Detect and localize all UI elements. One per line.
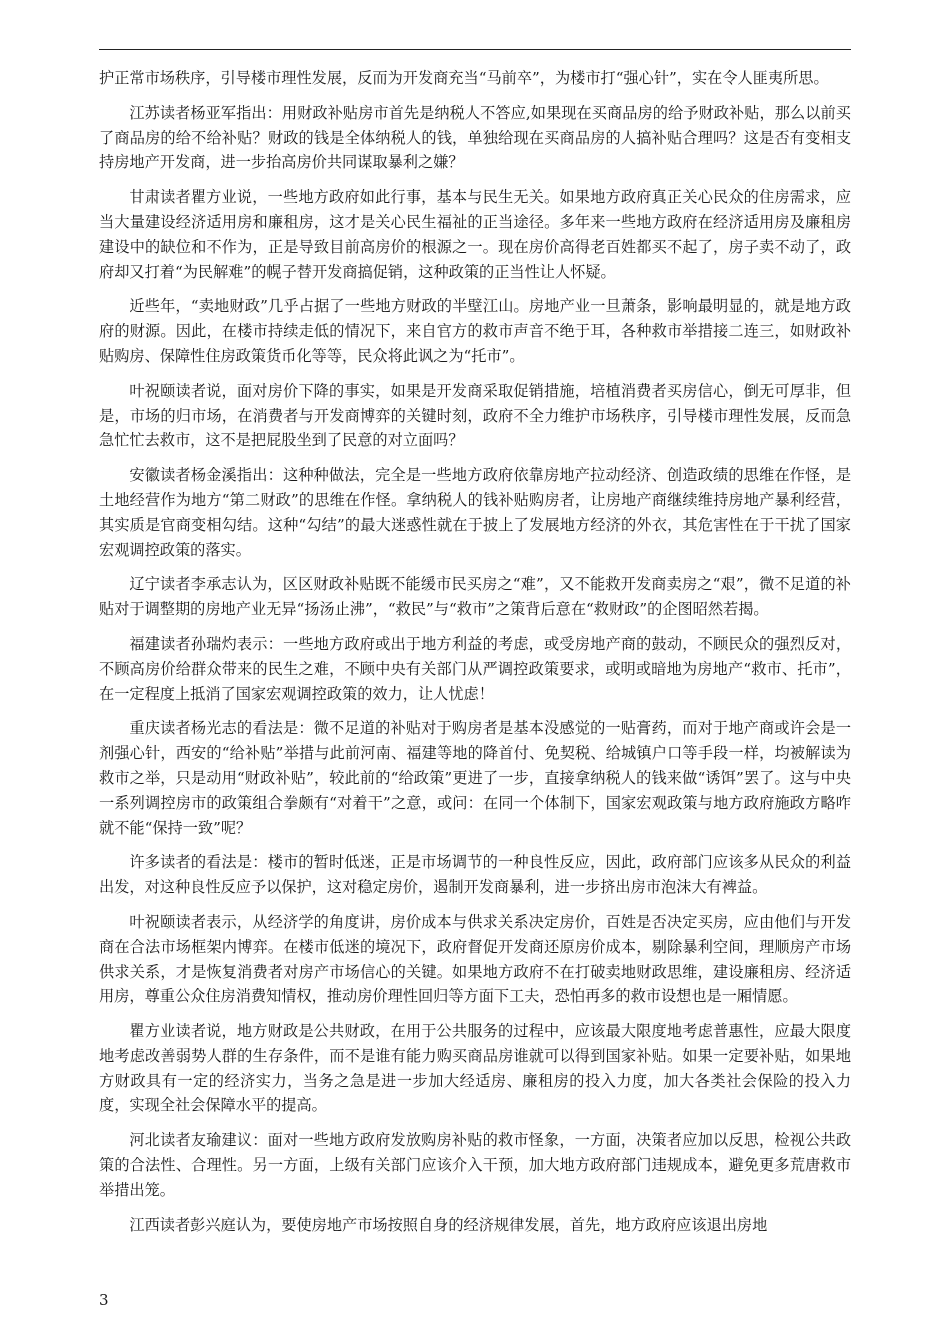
paragraph-qu-fangye-2: 瞿方业读者说，地方财政是公共财政，在用于公共服务的过程中，应该最大限度地考虑普惠性，应最大限度地考虑改善弱势人群的生存条件，而不是谁有能力购买商品房谁就可以得到国家补贴。如果一定要补贴，如果地方财政具有一定的经济实力，当务之急是进一步加大经适房、廉租房的投入力度，加大各类社会保险的投入力度，实现全社会保障水平的提高。 <box>99 1022 851 1115</box>
paragraph-continued: 护正常市场秩序，引导楼市理性发展，反而为开发商充当“马前卒”，为楼市打“强心针”，实在令人匪夷所思。 <box>99 69 829 87</box>
paragraph-liaoning-li-chengzhi: 辽宁读者李承志认为，区区财政补贴既不能缓市民买房之“难”，又不能救开发商卖房之“艰”，微不足道的补贴对于调整期的房地产业无异“扬汤止沸”，“救民”与“救市”之策背后意在“救财政”的企图昭然若揭。 <box>99 575 851 619</box>
article-body <box>99 66 851 1247</box>
paragraph-gansu-qu-fangye: 甘肃读者瞿方业说，一些地方政府如此行事，基本与民生无关。如果地方政府真正关心民众的住房需求，应当大量建设经济适用房和廉租房，这才是关心民生福祉的正当途径。多年来一些地方政府在经济适用房及廉租房建设中的缺位和不作为，正是导致目前高房价的根源之一。现在房价高得老百姓都买不起了，房子卖不动了，政府却又打着“为民解难”的幌子替开发商搞促销，这种政策的正当性让人怀疑。 <box>99 188 851 281</box>
paragraph-hebei-you-yu: 河北读者友瑜建议：面对一些地方政府发放购房补贴的救市怪象，一方面，决策者应加以反思，检视公共政策的合法性、合理性。另一方面，上级有关部门应该介入干预，加大地方政府部门违规成本，避免更多荒唐救市举措出笼。 <box>99 1131 851 1199</box>
paragraph-jiangxi-peng-xingting: 江西读者彭兴庭认为，要使房地产市场按照自身的经济规律发展，首先，地方政府应该退出房地 <box>129 1215 768 1234</box>
paragraph-anhui-yang-jinxi: 安徽读者杨金溪指出：这种种做法，完全是一些地方政府依靠房地产拉动经济、创造政绩的思维在作怪，是土地经营作为地方“第二财政”的思维在作怪。拿纳税人的钱补贴购房者，让房地产商继续维持房地产暴利经营，其实质是官商变相勾结。这种“勾结”的最大迷惑性就在于披上了发展地方经济的外衣，其危害性在于干扰了国家宏观调控政策的落实。 <box>99 466 851 559</box>
paragraph-ye-zhuyi-1: 叶祝颐读者说，面对房价下降的事实，如果是开发商采取促销措施，培植消费者买房信心，倒无可厚非，但是，市场的归市场，在消费者与开发商博弈的关键时刻，政府不全力维护市场秩序，引导楼市理性发展，反而急急忙忙去救市，这不是把屁股坐到了民意的对立面吗？ <box>99 381 851 450</box>
paragraph-many-readers: 许多读者的看法是：楼市的暂时低迷，正是市场调节的一种良性反应，因此，政府部门应该多从民众的利益出发，对这种良性反应予以保护，这对稳定房价，遏制开发商暴利，进一步挤出房市泡沫大有裨益。 <box>99 853 851 897</box>
paragraph-chongqing-yang-guangzhi: 重庆读者杨光志的看法是：微不足道的补贴对于购房者是基本没感觉的一贴膏药，而对于地产商或许会是一剂强心针，西安的“给补贴”举措与此前河南、福建等地的降首付、免契税、给城镇户口等手段一样，均被解读为救市之举，只是动用“财政补贴”，较此前的“给政策”更进了一步，直接拿纳税人的钱来做“诱饵”罢了。这与中央一系列调控房市的政策组合拳颇有“对着干”之意，或问：在同一个体制下，国家宏观政策与地方政府施政方略咋就不能“保持一致”呢？ <box>99 719 851 837</box>
paragraph-jiangsu-yang-yajun: 江苏读者杨亚军指出：用财政补贴房市首先是纳税人不答应,如果现在买商品房的给予财政补贴，那么以前买了商品房的给不给补贴？财政的钱是全体纳税人的钱，单独给现在买商品房的人搞补贴合理吗？这是否有变相支持房地产开发商，进一步抬高房价共同谋取暴利之嫌？ <box>99 103 851 172</box>
paragraph-land-finance: 近些年，“卖地财政”几乎占据了一些地方财政的半壁江山。房地产业一旦萧条，影响最明显的，就是地方政府的财源。因此，在楼市持续走低的情况下，来自官方的救市声音不绝于耳，各种救市举措接二连三，如财政补贴购房、保障性住房政策货币化等等，民众将此讽之为“托市”。 <box>99 297 851 365</box>
page-number: 3 <box>99 1291 109 1309</box>
paragraph-fujian-sun-ruizhuo: 福建读者孙瑞灼表示：一些地方政府或出于地方利益的考虑，或受房地产商的鼓动，不顾民众的强烈反对，不顾高房价给群众带来的民生之难，不顾中央有关部门从严调控政策要求，或明或暗地为房地产“救市、托市”，在一定程度上抵消了国家宏观调控政策的效力，让人忧虑！ <box>99 634 851 703</box>
paragraph-ye-zhuyi-2: 叶祝颐读者表示，从经济学的角度讲，房价成本与供求关系决定房价，百姓是否决定买房，应由他们与开发商在合法市场框架内博弈。在楼市低迷的境况下，政府督促开发商还原房价成本，剔除暴利空间，理顺房产市场供求关系，才是恢复消费者对房产市场信心的关键。如果地方政府不在打破卖地财政思维，建设廉租房、经济适用房，尊重公众住房消费知情权，推动房价理性回归等方面下工夫，恐怕再多的救市设想也是一厢情愿。 <box>99 912 851 1006</box>
header-rule <box>99 49 851 50</box>
